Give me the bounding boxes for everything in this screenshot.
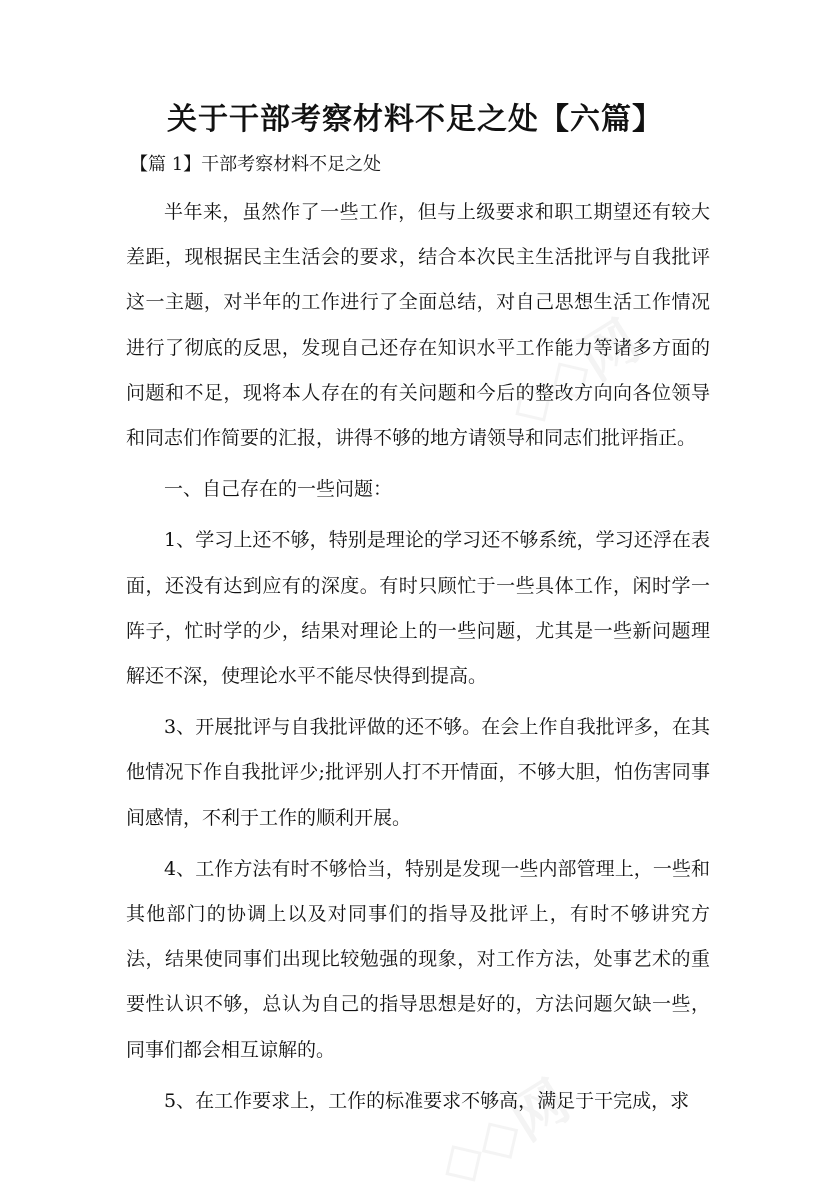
paragraph: 1、学习上还不够，特别是理论的学习还不够系统，学习还浮在表面，还没有达到应有的深度。有时只顾忙于一些具体工作，闲时学一阵子，忙时学的少，结果对理论上的一些问题，尤其是一些新问题理解还不深，使理论水平不能尽快得到提高。 (126, 529, 710, 688)
document-title: 关于干部考察材料不足之处【六篇】 (167, 102, 663, 137)
paragraph: 4、工作方法有时不够恰当，特别是发现一些内部管理上，一些和其他部门的协调上以及对同事们的指导及批评上，有时不够讲究方法，结果使同事们出现比较勉强的现象，对工作方法，处事艺术的重要性认识不够，总认为自己的指导思想是好的，方法问题欠缺一些，同事们都会相互谅解的。 (126, 857, 710, 1061)
document-body (126, 190, 710, 1124)
watermark: ◇◇网 (495, 308, 651, 440)
paragraph: 5、在工作要求上，工作的标准要求不够高，满足于干完成，求 (164, 1089, 690, 1112)
paragraph: 3、开展批评与自我批评做的还不够。在会上作自我批评多，在其他情况下作自我批评少;批评别人打不开情面，不够大胆，怕伤害同事间感情，不利于工作的顺利开展。 (126, 716, 710, 829)
paragraph-heading: 一、自己存在的一些问题： (164, 478, 393, 501)
section-label: 【篇 1】干部考察材料不足之处 (130, 154, 382, 175)
watermark: ◇◇网 (425, 1068, 581, 1200)
paragraph: 半年来，虽然作了一些工作，但与上级要求和职工期望还有较大差距，现根据民主生活会的要求，结合本次民主生活批评与自我批评这一主题，对半年的工作进行了全面总结，对自己思想生活工作情况进行了彻底的反思，发现自己还存在知识水平工作能力等诸多方面的问题和不足，现将本人存在的有关问题和今后的整改方向向各位领导和同志们作简要的汇报，讲得不够的地方请领导和同志们批评指正。 (126, 201, 710, 450)
